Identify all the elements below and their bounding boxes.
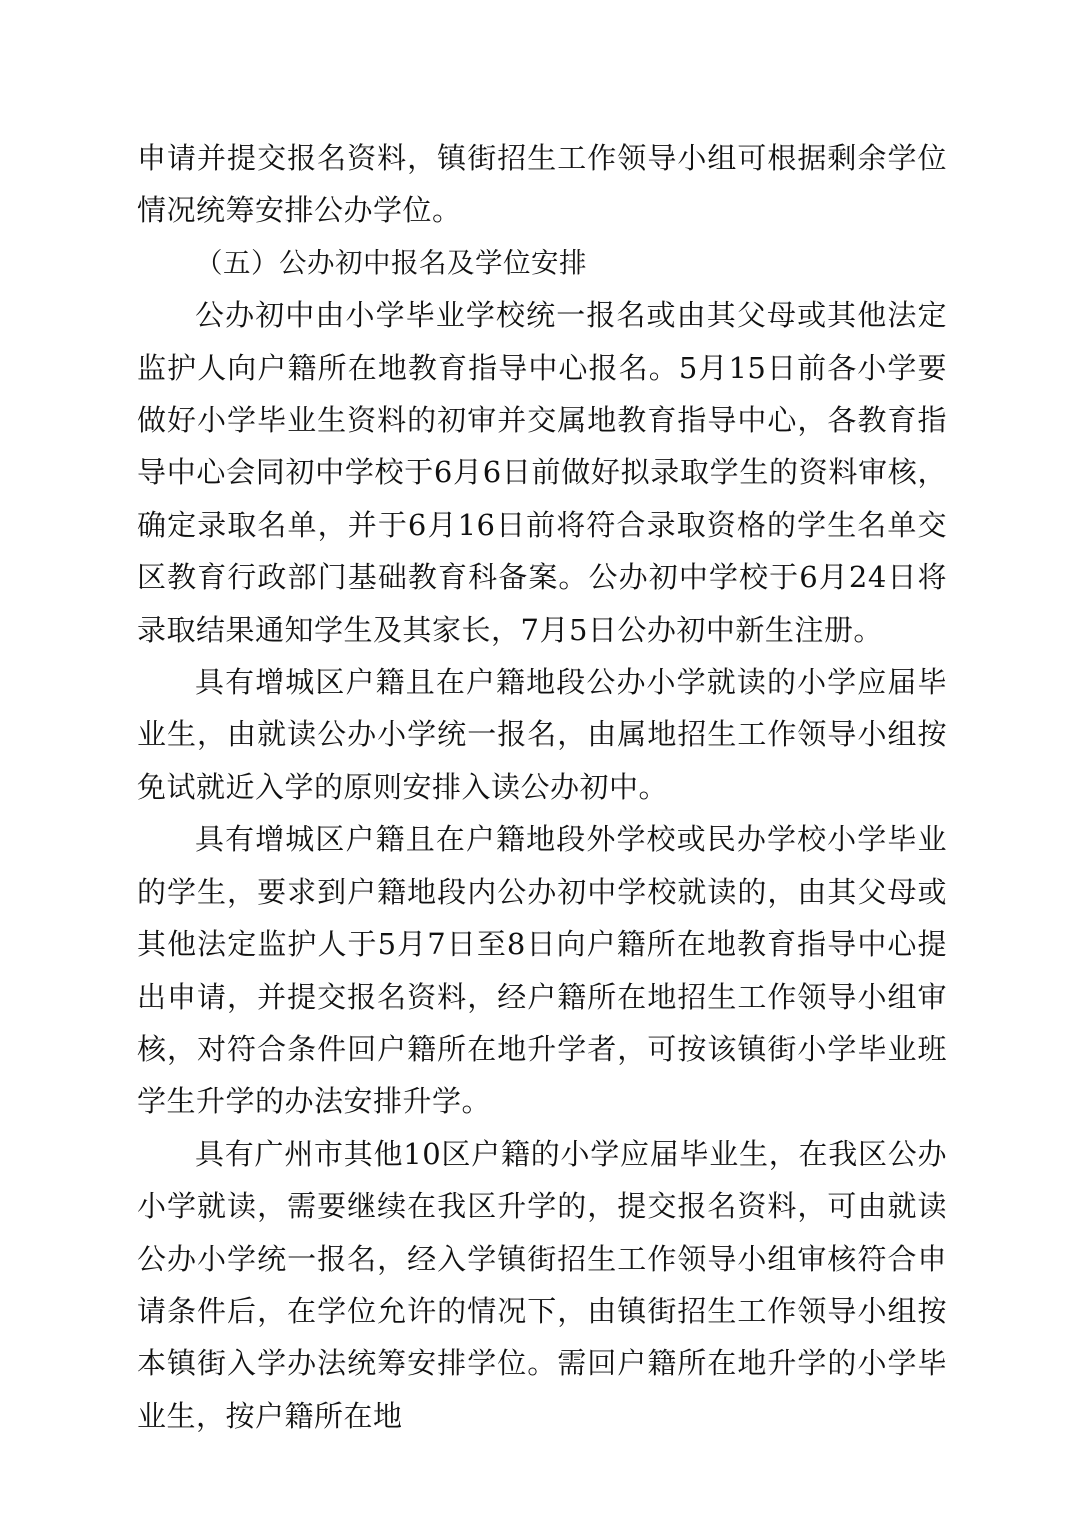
section-heading: （五）公办初中报名及学位安排 <box>195 246 587 279</box>
paragraph-junior-high-registration: 公办初中由小学毕业学校统一报名或由其父母或其他法定监护人向户籍所在地教育指导中心报名。5月15日前各小学要做好小学毕业生资料的初审并交属地教育指导中心，各教育指导中心会同初中学校于6月6日前做好拟录取学生的资料审核，确定录取名单，并于6月16日前将符合录取资格的学生名单交区教育行政部门基础教育科备案。公办初中学校于6月24日将录取结果通知学生及其家长，7月5日公办初中新生注册。 <box>137 298 947 647</box>
paragraph-local-public-graduates: 具有增城区户籍且在户籍地段公办小学就读的小学应届毕业生，由就读公办小学统一报名，由属地招生工作领导小组按免试就近入学的原则安排入读公办初中。 <box>137 665 947 804</box>
paragraph-outside-district-graduates: 具有增城区户籍且在户籍地段外学校或民办学校小学毕业的学生，要求到户籍地段内公办初中学校就读的，由其父母或其他法定监护人于5月7日至8日向户籍所在地教育指导中心提出申请，并提交报名资料，经户籍所在地招生工作领导小组审核，对符合条件回户籍所在地升学者，可按该镇街小学毕业班学生升学的办法安排升学。 <box>137 822 947 1119</box>
document-body <box>137 132 947 1442</box>
paragraph-continuation: 申请并提交报名资料，镇街招生工作领导小组可根据剩余学位情况统筹安排公办学位。 <box>137 141 947 228</box>
paragraph-other-districts-graduates: 具有广州市其他10区户籍的小学应届毕业生，在我区公办小学就读，需要继续在我区升学的，提交报名资料，可由就读公办小学统一报名，经入学镇街招生工作领导小组审核符合申请条件后，在学位允许的情况下，由镇街招生工作领导小组按本镇街入学办法统筹安排学位。需回户籍所在地升学的小学毕业生，按户籍所在地 <box>137 1136 947 1433</box>
